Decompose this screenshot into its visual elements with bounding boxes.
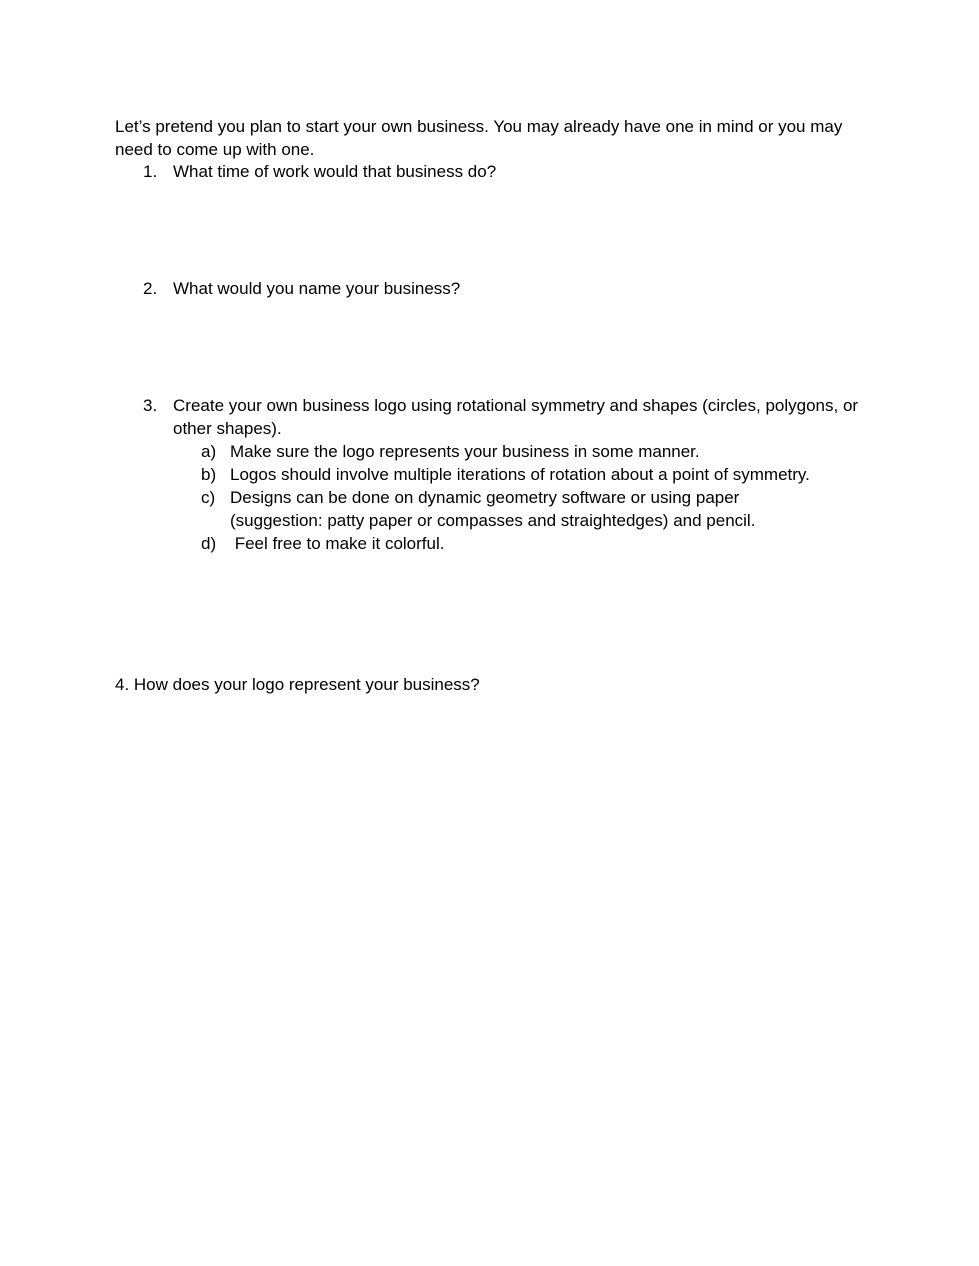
question-2 (115, 277, 865, 300)
sub-item-letter: d) (201, 534, 217, 553)
question-number: 1. (143, 162, 158, 181)
sub-item-letter: a) (201, 442, 217, 461)
question-text: What would you name your business? (173, 279, 461, 298)
sub-item-text: Make sure the logo represents your business in some manner. (230, 442, 700, 461)
question-4: 4. How does your logo represent your business? (115, 675, 480, 694)
sub-item-text: Feel free to make it colorful. (230, 534, 445, 553)
question-number: 2. (143, 279, 158, 298)
question-text: Create your own business logo using rotational symmetry and shapes (circles, polygons, or other shapes). (173, 396, 859, 438)
sub-item-letter: b) (201, 465, 217, 484)
question-1 (115, 160, 865, 183)
question-3 (115, 394, 865, 555)
question-text: What time of work would that business do? (173, 162, 497, 181)
intro-paragraph: Let’s pretend you plan to start your own business. You may already have one in mind or you may need to come up with one. (115, 117, 843, 159)
sub-item-text: Logos should involve multiple iterations of rotation about a point of symmetry. (230, 465, 810, 484)
question-number: 3. (143, 396, 158, 415)
sub-item-a (173, 440, 813, 463)
sub-item-c (173, 486, 813, 532)
sub-item-text: Designs can be done on dynamic geometry software or using paper (suggestion: patty paper or compasses and straightedges) and pencil. (230, 488, 756, 530)
sub-item-b (173, 463, 813, 486)
sub-item-letter: c) (201, 488, 216, 507)
sub-item-d (173, 532, 813, 555)
